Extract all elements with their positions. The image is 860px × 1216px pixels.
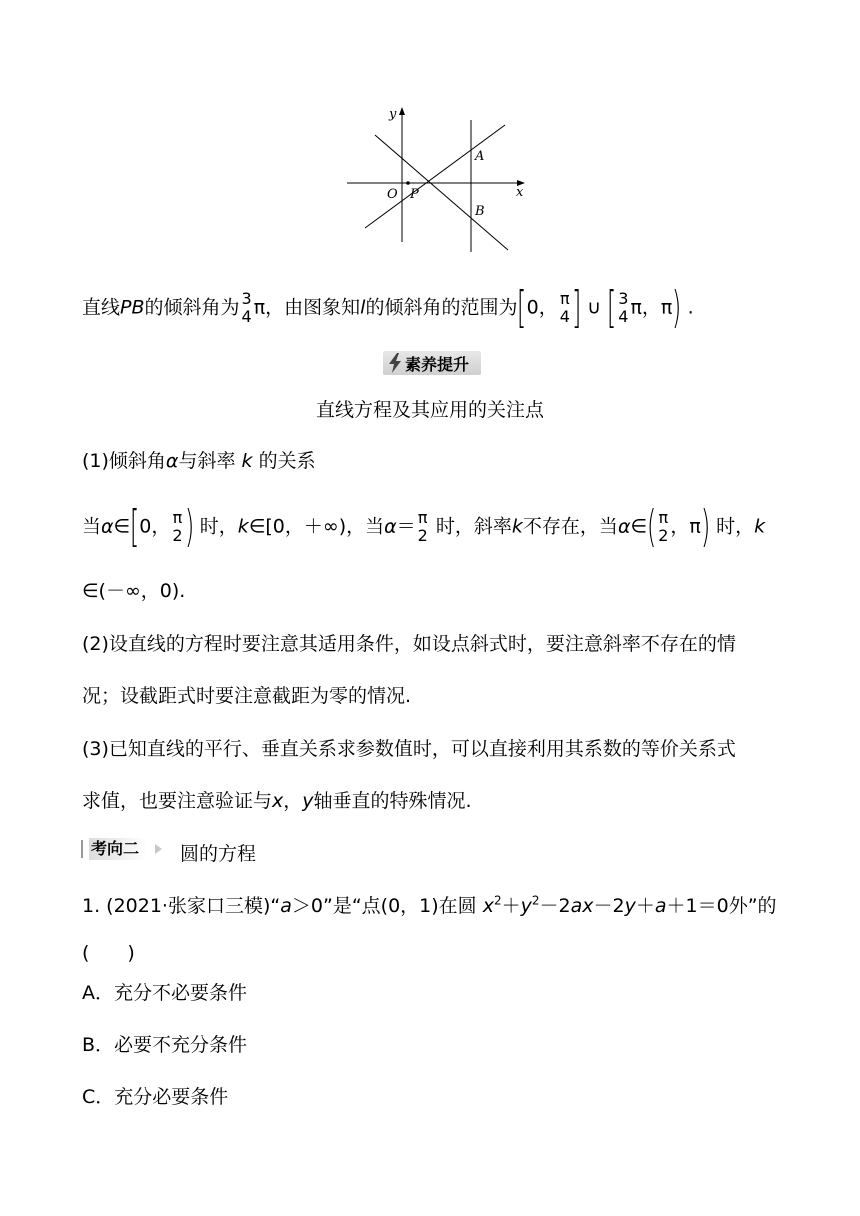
numerator: π xyxy=(658,508,669,527)
numerator: π xyxy=(560,289,570,308)
alpha-symbol: α xyxy=(384,515,397,538)
text: 时， xyxy=(716,515,755,538)
option-c[interactable]: C．充分必要条件 xyxy=(82,1086,229,1108)
x-symbol: x xyxy=(272,790,284,812)
text: 直线 xyxy=(82,296,121,319)
a-symbol: a xyxy=(654,895,667,917)
numerator: 3 xyxy=(241,289,252,308)
tag-bar xyxy=(81,840,83,858)
text: ∈ xyxy=(630,515,648,538)
answer-paren: ( ) xyxy=(82,942,135,964)
text: ＋ xyxy=(635,895,655,917)
text: 0， xyxy=(139,515,171,538)
point-p xyxy=(406,181,410,185)
text: 1. (2021·张家口三模)“ xyxy=(82,895,281,917)
k-symbol: k xyxy=(241,450,253,472)
label-o: O xyxy=(387,187,398,202)
text: 的倾斜角为 xyxy=(144,296,240,319)
item-3-line-2 xyxy=(82,789,472,813)
alpha-symbol: α xyxy=(617,515,631,538)
tag-arrow-icon xyxy=(155,844,162,854)
direction-title: 圆的方程 xyxy=(180,843,257,865)
interval-2: [ 3 4 π，π) xyxy=(606,282,682,333)
text: 的关系 xyxy=(258,450,316,472)
interval-pi2-pi: ( π 2 ，π) xyxy=(646,501,711,552)
pb-label: PB xyxy=(120,296,145,319)
fraction-3-4 xyxy=(242,290,252,326)
denominator: 2 xyxy=(658,526,669,545)
section-title: 直线方程及其应用的关注点 xyxy=(315,399,544,421)
numerator: π xyxy=(417,508,428,527)
numerator: π xyxy=(172,508,183,527)
item-1-heading xyxy=(82,449,316,473)
denominator: 4 xyxy=(241,307,252,326)
k-symbol: k xyxy=(237,515,249,538)
label-x: x xyxy=(516,185,524,200)
denominator: 4 xyxy=(559,307,570,326)
a-symbol: a xyxy=(280,895,292,917)
lightning-icon xyxy=(387,353,403,373)
text: －2 xyxy=(593,895,625,917)
denominator: 2 xyxy=(417,526,428,545)
text: 当 xyxy=(82,515,102,538)
text: ＋1＝0外”的 xyxy=(666,895,777,917)
text: ，π xyxy=(670,515,701,538)
option-b[interactable]: B．必要不充分条件 xyxy=(82,1034,248,1056)
answer-line xyxy=(82,282,694,333)
label-y: y xyxy=(389,107,397,122)
y-axis-arrow xyxy=(399,107,405,115)
item-2-line-2: 况；设截距式时要注意截距为零的情况. xyxy=(82,685,412,707)
interval-1: [0， π 4 ] xyxy=(517,282,582,333)
exponent: 2 xyxy=(531,893,540,908)
label-b: B xyxy=(475,204,485,219)
ax-symbol: ax xyxy=(570,895,594,917)
text: ＋ xyxy=(501,895,521,917)
literacy-badge xyxy=(383,351,481,375)
direction-tag xyxy=(81,838,163,860)
text: 轴垂直的特殊情况. xyxy=(313,790,472,812)
y-symbol: y xyxy=(302,790,314,812)
text: ∈ xyxy=(113,515,131,538)
item-1-body xyxy=(82,501,766,552)
text: . xyxy=(687,296,694,319)
coordinate-figure xyxy=(340,100,540,260)
text: ∈[0，＋∞)，当 xyxy=(248,515,385,538)
denominator: 2 xyxy=(172,526,183,545)
text: 时，斜率 xyxy=(435,515,512,538)
numerator: 3 xyxy=(618,289,629,308)
item-1-body-cont: ∈(－∞，0). xyxy=(82,580,186,602)
alpha-symbol: α xyxy=(165,450,179,472)
interval-0-pi2: [0， π 2 ) xyxy=(129,501,194,552)
option-a[interactable]: A．充分不必要条件 xyxy=(82,982,247,1004)
text: π，由图象知 xyxy=(253,296,361,319)
item-2-line-1: (2)设直线的方程时要注意其适用条件，如设点斜式时，要注意斜率不存在的情 xyxy=(82,633,736,655)
fraction-pi-2 xyxy=(418,509,428,545)
text: ， xyxy=(283,790,303,812)
alpha-symbol: α xyxy=(101,515,114,538)
y-symbol: y xyxy=(520,895,532,917)
k-symbol: k xyxy=(511,515,523,538)
text: 的倾斜角的范围为 xyxy=(365,296,518,319)
text: ＞0”是“点(0，1)在圆 xyxy=(291,895,477,917)
text: 与斜率 xyxy=(178,450,236,472)
exponent: 2 xyxy=(493,893,502,908)
label-a: A xyxy=(475,149,485,164)
text: ＝ xyxy=(396,515,416,538)
text: 0， xyxy=(526,296,558,319)
denominator: 4 xyxy=(618,307,629,326)
union-symbol: ∪ xyxy=(587,296,602,319)
tag-label: 考向二 xyxy=(89,838,147,860)
l-label: l xyxy=(360,296,366,319)
question-1 xyxy=(82,894,777,918)
x-symbol: x xyxy=(482,895,494,917)
label-p: P xyxy=(410,187,419,202)
badge-label: 素养提升 xyxy=(405,355,470,374)
k-symbol: k xyxy=(754,515,766,538)
text: －2 xyxy=(539,895,571,917)
y-symbol: y xyxy=(624,895,636,917)
text: 求值，也要注意验证与 xyxy=(82,790,273,812)
text: (1)倾斜角 xyxy=(82,450,166,472)
text: 时， xyxy=(199,515,238,538)
text: π，π xyxy=(630,296,673,319)
text: 不存在，当 xyxy=(522,515,618,538)
item-3-line-1: (3)已知直线的平行、垂直关系求参数值时，可以直接利用其系数的等价关系式 xyxy=(82,738,736,760)
